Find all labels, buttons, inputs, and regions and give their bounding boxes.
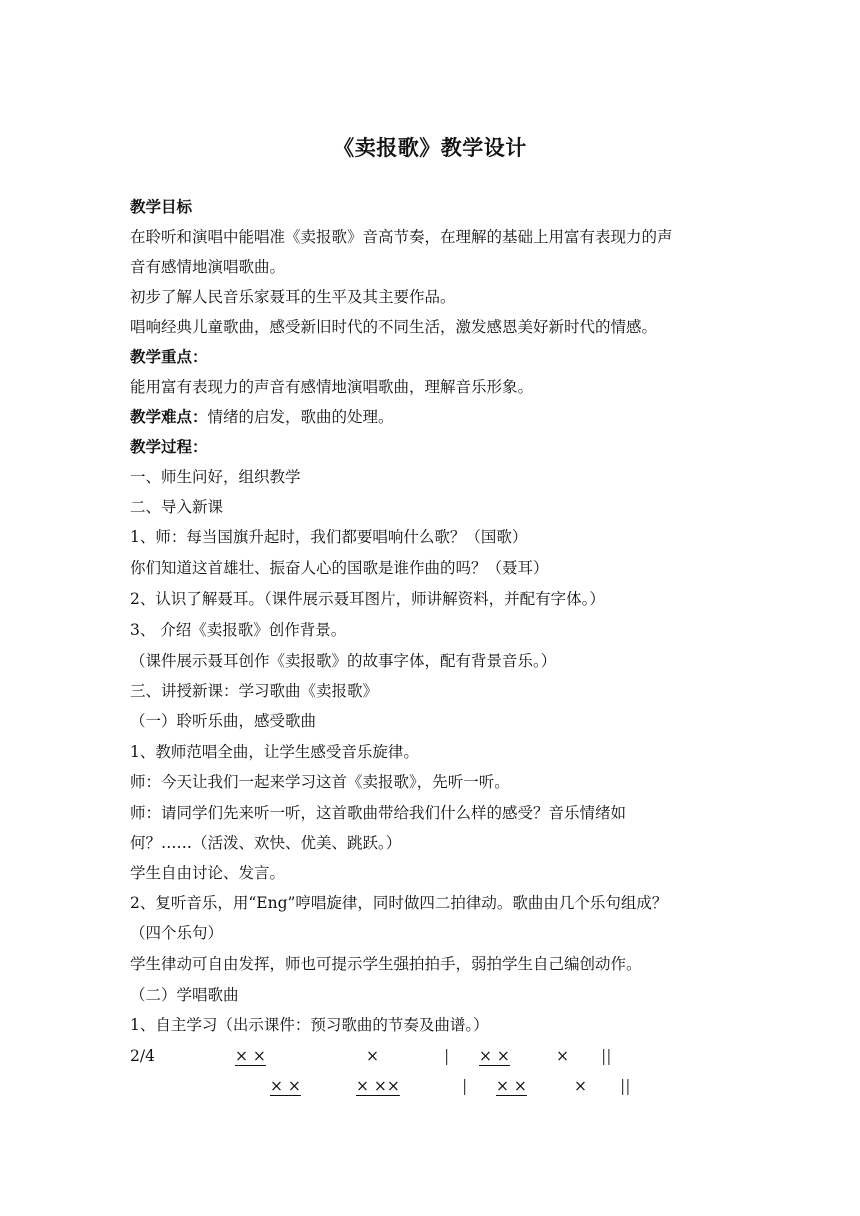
rhythm-note: × × (496, 1077, 527, 1095)
process-line: 何？……（活泼、欢快、优美、跳跃。） (130, 834, 402, 852)
rhythm-note: × (556, 1047, 569, 1065)
process-line: （四个乐句） (130, 924, 224, 942)
rhythm-note: × ×× (356, 1077, 400, 1095)
goal-1-line-2: 音有感情地演唱歌曲。 (130, 258, 286, 276)
rhythm-double-barline: || (620, 1077, 631, 1095)
rhythm-note: × × (235, 1047, 266, 1065)
rhythm-note: × × (479, 1047, 510, 1065)
difficulty-text: 情绪的启发，歌曲的处理。 (207, 408, 394, 426)
difficulty-heading: 教学难点： (130, 407, 208, 426)
process-line: 三、讲授新课：学习歌曲《卖报歌》 (130, 682, 379, 700)
process-line: （二）学唱歌曲 (130, 986, 239, 1004)
key-text: 能用富有表现力的声音有感情地演唱歌曲，理解音乐形象。 (130, 378, 534, 396)
process-line: 1、师：每当国旗升起时，我们都要唱响什么歌？（国歌） (130, 528, 528, 546)
process-line: 学生律动可自由发挥，师也可提示学生强拍拍手，弱拍学生自己编创动作。 (130, 955, 642, 973)
process-line: 你们知道这首雄壮、振奋人心的国歌是谁作曲的吗？（聂耳） (130, 559, 549, 577)
goals-heading: 教学目标 (130, 197, 193, 216)
goal-1-line-1: 在聆听和演唱中能唱准《卖报歌》音高节奏，在理解的基础上用富有表现力的声 (130, 228, 673, 246)
goal-3: 唱响经典儿童歌曲，感受新旧时代的不同生活，激发感恩美好新时代的情感。 (130, 318, 658, 336)
process-line: 1、自主学习（出示课件：预习歌曲的节奏及曲谱。） (130, 1016, 489, 1034)
rhythm-note: × × (270, 1077, 301, 1095)
process-line: 学生自由讨论、发言。 (130, 864, 286, 882)
key-heading: 教学重点： (130, 347, 208, 366)
rhythm-barline: | (444, 1047, 450, 1065)
rhythm-barline: | (462, 1077, 468, 1095)
process-line: 师：今天让我们一起来学习这首《卖报歌》，先听一听。 (130, 773, 510, 791)
difficulty-line (130, 402, 750, 432)
rhythm-double-barline: || (601, 1047, 612, 1065)
process-line: （一）聆听乐曲，感受歌曲 (130, 712, 317, 730)
rhythm-note: × (574, 1077, 587, 1095)
goal-2: 初步了解人民音乐家聂耳的生平及其主要作品。 (130, 288, 456, 306)
page-title: 《卖报歌》教学设计 (333, 135, 527, 160)
process-line: 3、 介绍《卖报歌》创作背景。 (130, 621, 347, 639)
rhythm-note: × (366, 1047, 379, 1065)
process-line: 师：请同学们先来听一听，这首歌曲带给我们什么样的感受？音乐情绪如 (130, 804, 627, 822)
process-line: 1、教师范唱全曲，让学生感受音乐旋律。 (130, 743, 419, 761)
process-line: 二、导入新课 (130, 498, 224, 516)
process-line: 一、师生问好，组织教学 (130, 468, 301, 486)
process-heading: 教学过程： (130, 437, 208, 456)
process-line: 2、认识了解聂耳。（课件展示聂耳图片，师讲解资料，并配有字体。） (130, 590, 605, 608)
rhythm-meter: 2/4 (130, 1047, 155, 1065)
process-line: 2、复听音乐，用“Eng”哼唱旋律，同时做四二拍律动。歌曲由几个乐句组成？ (130, 894, 668, 912)
process-line: （课件展示聂耳创作《卖报歌》的故事字体，配有背景音乐。） (130, 652, 557, 670)
